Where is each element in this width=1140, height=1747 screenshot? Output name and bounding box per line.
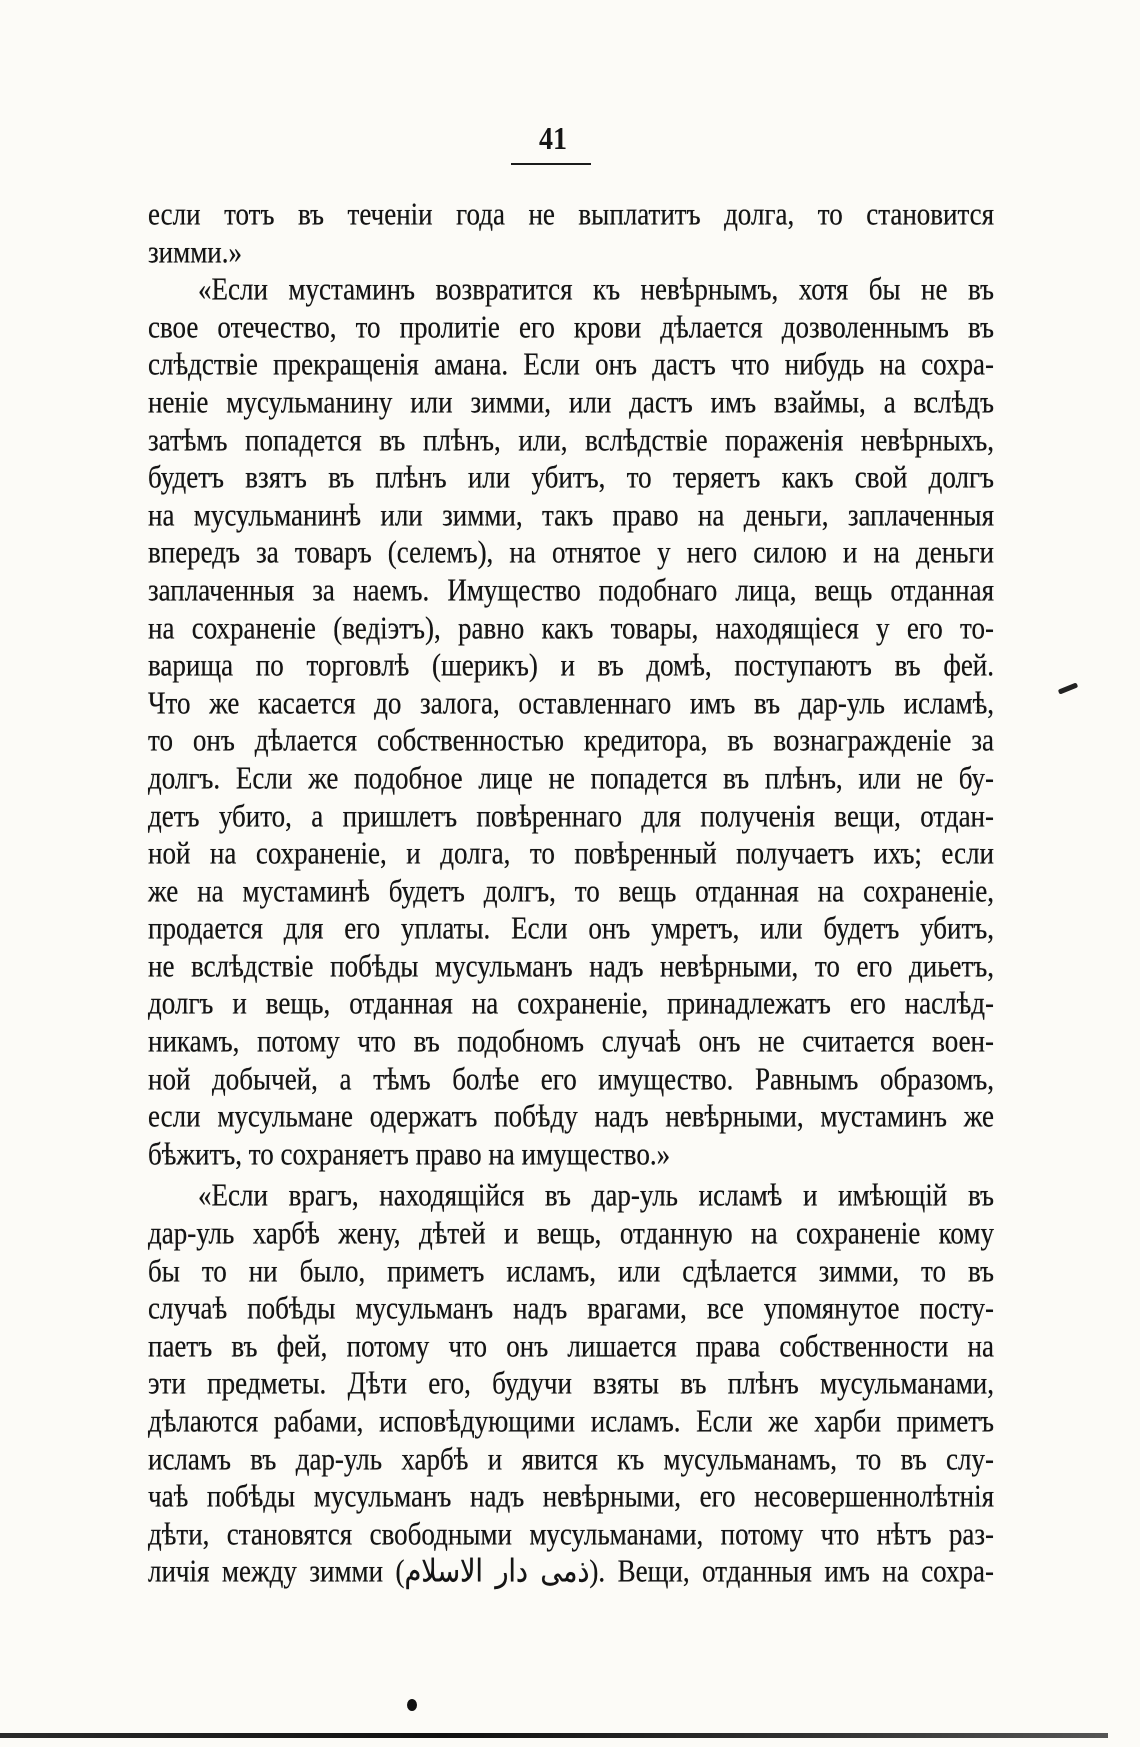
paragraph — [148, 196, 994, 271]
text-line: не вслѣдствіе побѣды мусульманъ надъ невѣрными, то его диьетъ, — [148, 948, 994, 984]
text-line: личія между зимми (ذمی دار الاسلام). Вещи, отданныя имъ на сохра- — [148, 1553, 994, 1589]
paragraph — [148, 1177, 994, 1591]
text-line: заплаченныя за наемъ. Имущество подобнаго лица, вещь отданная — [148, 572, 994, 608]
body-text — [148, 196, 994, 1591]
text-line: эти предметы. Дѣти его, будучи взяты въ плѣнъ мусульманами, — [148, 1365, 994, 1401]
text-line: впередъ за товаръ (селемъ), на отнятое у него силою и на деньги — [148, 534, 994, 570]
text-line: исламъ въ дар-уль харбѣ и явится къ мусульманамъ, то въ слу- — [148, 1441, 994, 1476]
text-line: варища по торговлѣ (шерикъ) и въ домѣ, поступаютъ въ фей. — [148, 647, 994, 683]
text-line: затѣмъ попадется въ плѣнъ, или, вслѣдствіе пораженія невѣрныхъ, — [148, 422, 994, 457]
printed-dot — [407, 1699, 417, 1711]
page-number-rule — [511, 163, 591, 165]
text-line: бы то ни было, приметъ исламъ, или сдѣлается зимми, то въ — [148, 1253, 994, 1288]
text-line: будетъ взятъ въ плѣнъ или убитъ, то теряетъ какъ свой долгъ — [148, 459, 994, 495]
text-line: детъ убито, а пришлетъ повѣреннаго для полученія вещи, отдан- — [148, 797, 994, 833]
text-line: зимми.» — [148, 234, 242, 269]
ink-mark — [1058, 682, 1078, 694]
text-line: никамъ, потому что въ подобномъ случаѣ онъ не считается воен- — [148, 1023, 994, 1059]
text-line: чаѣ побѣды мусульманъ надъ невѣрными, его несовершеннолѣтнія — [148, 1478, 994, 1514]
text-line: свое отечество, то пролитіе его крови дѣлается дозволеннымъ въ — [148, 309, 994, 345]
text-line: паетъ въ фей, потому что онъ лишается права собственности на — [148, 1328, 994, 1364]
text-line: если тотъ въ теченіи года не выплатитъ долга, то становится — [148, 196, 994, 232]
text-line: случаѣ побѣды мусульманъ надъ врагами, все упомянутое посту- — [148, 1290, 994, 1326]
text-line: дѣлаются рабами, исповѣдующими исламъ. Если же харби приметъ — [148, 1403, 994, 1439]
scan-edge-line — [0, 1733, 1108, 1738]
text-line: долгъ и вещь, отданная на сохраненіе, принадлежатъ его наслѣд- — [148, 985, 994, 1021]
paragraph — [148, 271, 994, 1173]
page-number: 41 — [539, 122, 567, 157]
text-line: дар-уль харбѣ жену, дѣтей и вещь, отданную на сохраненіе кому — [148, 1215, 994, 1251]
text-line: ной добычей, а тѣмъ болѣе его имущество. Равнымъ образомъ, — [148, 1061, 994, 1096]
text-line: долгъ. Если же подобное лице не попадется въ плѣнъ, или не бу- — [148, 760, 994, 796]
text-line: если мусульмане одержатъ побѣду надъ невѣрными, мустаминъ же — [148, 1098, 994, 1134]
text-line: слѣдствіе прекращенія амана. Если онъ дастъ что нибудь на сохра- — [148, 346, 994, 382]
text-line: «Если мустаминъ возвратится къ невѣрнымъ, хотя бы не въ — [198, 271, 994, 307]
text-line: на мусульманинѣ или зимми, такъ право на деньги, заплаченныя — [148, 497, 994, 533]
text-line: продается для его уплаты. Если онъ умретъ, или будетъ убитъ, — [148, 910, 994, 946]
text-line: неніе мусульманину или зимми, или дастъ имъ взаймы, а вслѣдъ — [148, 384, 994, 420]
text-line: бѣжитъ, то сохраняетъ право на имущество.» — [148, 1136, 671, 1172]
text-line: дѣти, становятся свободными мусульманами, потому что нѣтъ раз- — [148, 1516, 994, 1552]
text-line: Что же касается до залога, оставленнаго имъ въ дар-уль исламѣ, — [148, 685, 994, 720]
text-line: «Если врагъ, находящійся въ дар-уль исламѣ и имѣющій въ — [198, 1177, 994, 1213]
text-line: то онъ дѣлается собственностью кредитора, въ вознагражденіе за — [148, 722, 994, 758]
text-line: ной на сохраненіе, и долга, то повѣренный получаетъ ихъ; если — [148, 835, 994, 871]
text-line: же на мустаминѣ будетъ долгъ, то вещь отданная на сохраненіе, — [148, 873, 994, 908]
text-line: на сохраненіе (ведіэтъ), равно какъ товары, находящіеся у его то- — [148, 610, 994, 645]
